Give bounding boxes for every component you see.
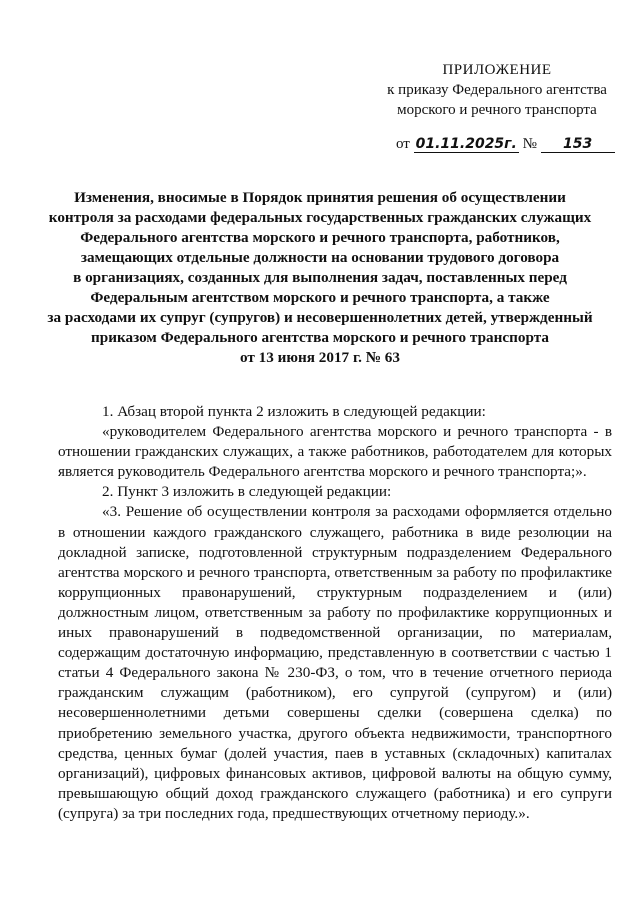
document-title <box>40 188 600 368</box>
date-prefix: от <box>396 136 410 152</box>
title-line: приказом Федерального агентства морского и речного транспорта <box>91 329 549 346</box>
title-line: в организациях, созданных для выполнения задач, поставленных перед <box>73 269 567 286</box>
title-line: контроля за расходами федеральных государственных гражданских служащих <box>48 209 592 226</box>
title-line: Федеральным агентством морского и речного транспорта, а также <box>90 289 550 306</box>
number-prefix: № <box>522 136 537 152</box>
title-line: Федерального агентства морского и речного транспорта, работников, <box>80 229 560 246</box>
paragraph-1: 1. Абзац второй пункта 2 изложить в следующей редакции: <box>102 403 486 420</box>
title-line: замещающих отдельные должности на основании трудового договора <box>80 249 560 266</box>
order-date-number <box>396 136 615 153</box>
appendix-line-1: к приказу Федерального агентства <box>387 82 607 98</box>
handwritten-number: 153 <box>541 136 615 153</box>
appendix-line-2: морского и речного транспорта <box>397 102 597 118</box>
paragraph-4: «3. Решение об осуществлении контроля за расходами оформляется отдельно в отношении каждого гражданского служащего, работника в виде резолюции на докладной записке, подготовленной структурным подразделением Федерального агентства морского и речного транспорта, ответственным за работу по профилактике коррупционных правонарушений, структурным подразделением и (или) должностным лицом, ответственным за работу по профилактике коррупционных и иных правонарушений в подведомственной организации, по материалам, содержащим достаточную информацию, представленную в соответствии с частью 1 статьи 4 Федерального закона № 230-ФЗ, о том, что в течение отчетного периода гражданским служащим (работником), его супругой (супругом) и (или) несовершеннолетними детьми совершены сделки (совершена сделка) по приобретению земельного участка, другого объекта недвижимости, транспортного средства, ценных бумаг (долей участия, паев в уставных (складочных) капиталах организаций), цифровых финансовых активов, цифровой валюты на общую сумму, превышающую общий доход гражданского служащего (работника) и его супруги (супруга) за три последних года, предшествующих отчетному периоду.». <box>58 503 612 822</box>
paragraph-2: «руководителем Федерального агентства морского и речного транспорта - в отношении гражданских служащих, а также работников, работодателем для которых является руководитель Федерального агентства морского и речного транспорта;». <box>58 423 612 481</box>
title-line: Изменения, вносимые в Порядок принятия решения об осуществлении <box>74 189 566 206</box>
title-line: за расходами их супруг (супругов) и несовершеннолетних детей, утвержденный <box>47 309 593 326</box>
title-line: от 13 июня 2017 г. № 63 <box>240 349 400 366</box>
paragraph-3: 2. Пункт 3 изложить в следующей редакции: <box>102 483 392 501</box>
appendix-label: ПРИЛОЖЕНИЕ <box>442 62 552 78</box>
appendix-block <box>382 60 612 120</box>
handwritten-date: 01.11.2025г. <box>415 136 517 152</box>
document-body <box>58 402 612 824</box>
